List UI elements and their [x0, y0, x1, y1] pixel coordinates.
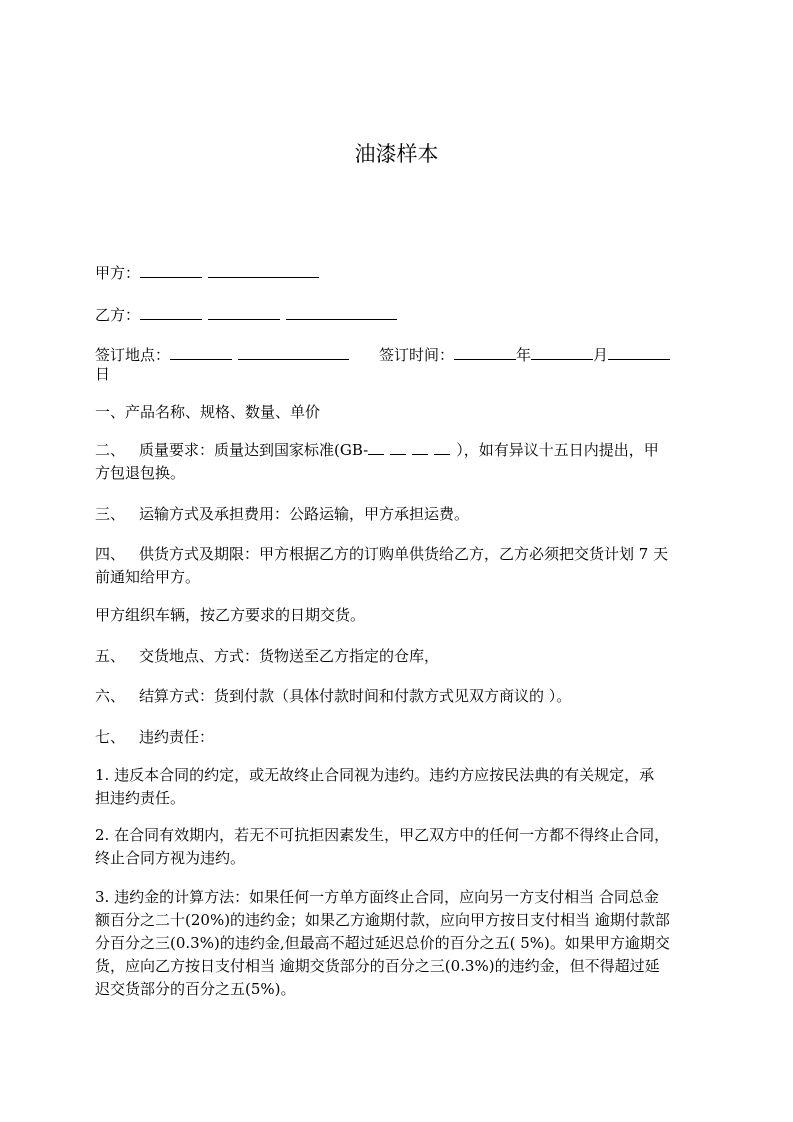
- clause-3-text-c: 分百分之三(0.3%)的违约金,但最高不超过延迟总价的百分之五( 5%)。如果甲方逾期交: [95, 934, 670, 952]
- section-2: [95, 439, 700, 462]
- clause-1-line-2: [95, 787, 700, 810]
- party-a-blank-2[interactable]: [208, 262, 319, 278]
- sign-day-blank[interactable]: [608, 344, 670, 360]
- clause-3-line-5: [95, 978, 700, 1001]
- clause-3-line-2: [95, 909, 700, 932]
- section-4-number: 四、: [95, 545, 126, 563]
- section-7-number: 七、: [95, 728, 126, 746]
- sign-time-label: 签订时间：: [379, 346, 455, 364]
- party-b-blank-3[interactable]: [286, 304, 397, 320]
- clause-3-text-e: 迟交货部分的百分之五(5%)。: [95, 980, 296, 998]
- clause-3-line-4: [95, 955, 700, 978]
- section-3: [95, 503, 700, 526]
- sign-place-blank-1[interactable]: [170, 344, 232, 360]
- party-b-blank-2[interactable]: [208, 304, 280, 320]
- section-2-text-b: ），如有异议十五日内提出，甲: [456, 441, 659, 459]
- section-6-number: 六、: [95, 687, 126, 705]
- sign-month-blank[interactable]: [531, 344, 593, 360]
- section-6: [95, 685, 700, 708]
- section-2-number: 二、: [95, 441, 126, 459]
- sign-year-label: 年: [516, 346, 532, 364]
- section-5: [95, 645, 700, 668]
- clause-3-line-1: [95, 886, 700, 909]
- clause-3-text-b: 额百分之二十(20%)的违约金；如果乙方逾期付款，应向甲方按日支付相当 逾期付款部: [95, 911, 670, 929]
- sign-place-label: 签订地点：: [95, 346, 171, 364]
- section-2-cont: [95, 462, 700, 485]
- gb-blank-1[interactable]: [368, 439, 384, 455]
- sign-day-label: 日: [95, 365, 111, 383]
- party-a-line: [95, 262, 700, 285]
- gb-blank-2[interactable]: [390, 439, 406, 455]
- party-b-label: 乙方：: [95, 306, 141, 324]
- sign-day-line: [95, 363, 700, 386]
- party-a-label: 甲方：: [95, 264, 141, 282]
- section-7: [95, 726, 700, 749]
- section-4-text-a: 供货方式及期限：甲方根据乙方的订购单供货给乙方，乙方必须把交货计划 7 天: [139, 545, 669, 563]
- clause-1-text-a: 1. 违反本合同的约定，或无故终止合同视为违约。违约方应按民法典的有关规定，承: [95, 766, 655, 784]
- section-3-text: 运输方式及承担费用：公路运输，甲方承担运费。: [139, 505, 470, 523]
- section-5-number: 五、: [95, 647, 126, 665]
- clause-2-line-2: [95, 847, 700, 870]
- clause-2-text-b: 终止合同方视为违约。: [95, 849, 246, 867]
- party-b-line: [95, 304, 700, 327]
- party-b-blank-1[interactable]: [140, 304, 202, 320]
- section-2-text-c: 方包退包换。: [95, 464, 186, 482]
- page-title: 油漆样本: [354, 142, 439, 166]
- party-a-blank-1[interactable]: [140, 262, 202, 278]
- section-3-number: 三、: [95, 505, 126, 523]
- clause-3-line-3: [95, 932, 700, 955]
- section-5-text: 交货地点、方式：货物送至乙方指定的仓库，: [139, 647, 440, 665]
- section-6-text: 结算方式：货到付款（具体付款时间和付款方式见双方商议的 ）。: [139, 687, 572, 705]
- clause-3-text-a: 3. 违约金的计算方法：如果任何一方单方面终止合同，应向另一方支付相当 合同总金: [95, 888, 659, 906]
- clause-1-line-1: [95, 764, 700, 787]
- clause-1-text-b: 担违约责任。: [95, 789, 186, 807]
- section-4-extra: [95, 604, 700, 627]
- section-2-text-a: 质量要求：质量达到国家标准(GB-: [139, 441, 369, 459]
- clause-2-text-a: 2. 在合同有效期内，若无不可抗拒因素发生，甲乙双方中的任何一方都不得终止合同，: [95, 826, 670, 844]
- section-4-text-c: 甲方组织车辆，按乙方要求的日期交货。: [95, 606, 366, 624]
- sign-place-blank-2[interactable]: [238, 344, 349, 360]
- sign-month-label: 月: [593, 346, 609, 364]
- section-7-text: 违约责任：: [139, 728, 215, 746]
- section-1-text: 一、产品名称、规格、数量、单价: [95, 403, 321, 421]
- section-4-cont: [95, 566, 700, 589]
- sign-year-blank[interactable]: [454, 344, 516, 360]
- section-1: [95, 401, 700, 424]
- clause-3-text-d: 货，应向乙方按日支付相当 逾期交货部分的百分之三(0.3%)的违约金，但不得超过延: [95, 957, 660, 975]
- gb-blank-4[interactable]: [434, 439, 450, 455]
- clause-2-line-1: [95, 824, 700, 847]
- section-4: [95, 543, 700, 566]
- gb-blank-3[interactable]: [412, 439, 428, 455]
- section-4-text-b: 前通知给甲方。: [95, 568, 201, 586]
